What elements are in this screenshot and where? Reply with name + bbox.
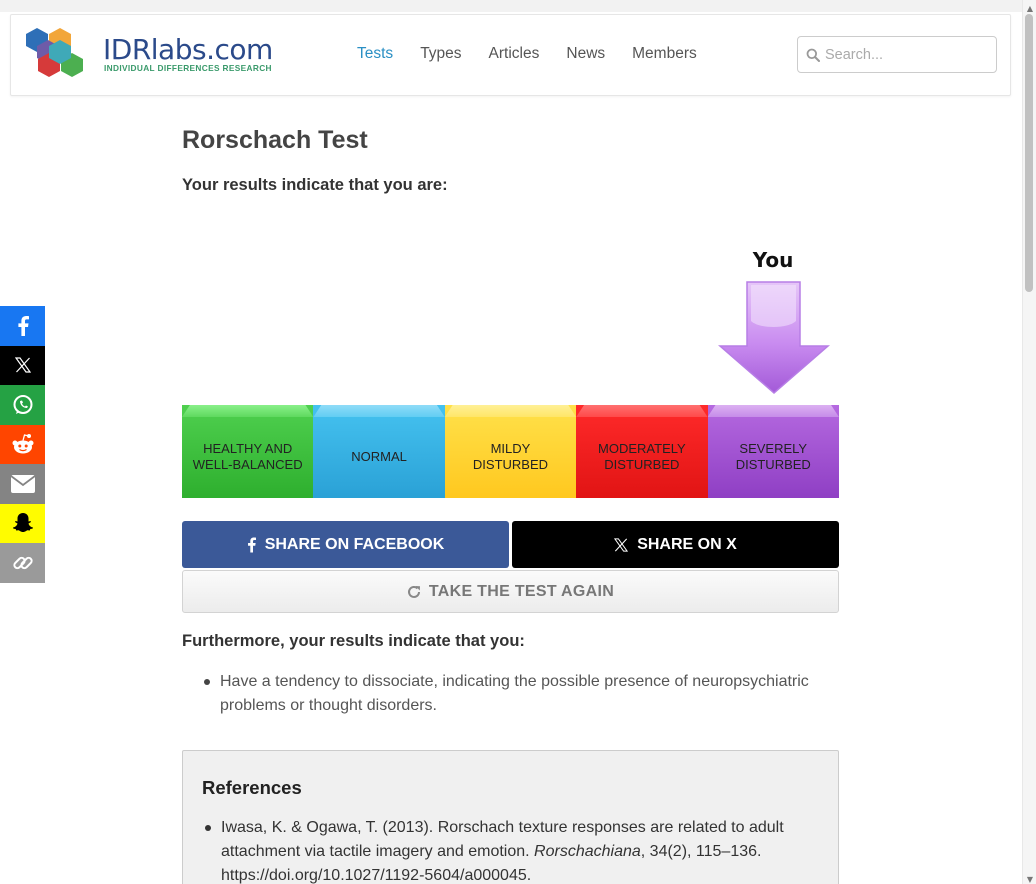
share-x-button[interactable]	[512, 521, 839, 568]
share-x-label: SHARE ON X	[637, 535, 737, 553]
share-facebook-button[interactable]	[182, 521, 509, 568]
scale-moderately-disturbed	[576, 405, 707, 498]
whatsapp-icon	[12, 394, 34, 416]
x-icon	[15, 357, 31, 373]
nav-articles[interactable]: Articles	[488, 45, 540, 62]
nav-types[interactable]: Types	[420, 45, 462, 62]
take-test-again-button[interactable]	[182, 570, 839, 613]
logo-wordmark: IDRlabs.com	[103, 33, 273, 66]
scale-severely-disturbed	[708, 405, 839, 498]
results-intro: Your results indicate that you are:	[182, 176, 448, 194]
site-header	[10, 14, 1011, 96]
search-box	[797, 36, 997, 73]
nav-tests[interactable]: Tests	[357, 45, 394, 62]
search-icon	[806, 48, 820, 62]
scrollbar-thumb[interactable]	[1025, 14, 1033, 292]
result-scale	[182, 248, 839, 498]
refresh-icon	[407, 585, 421, 599]
snapchat-icon	[12, 512, 34, 534]
take-test-again-label: TAKE THE TEST AGAIN	[428, 582, 615, 600]
scale-bars	[182, 405, 839, 498]
references-title: References	[202, 777, 302, 798]
findings-list	[220, 670, 840, 718]
share-facebook-label: SHARE ON FACEBOOK	[264, 535, 445, 553]
vertical-scrollbar[interactable]	[1022, 0, 1036, 884]
email-icon	[11, 475, 35, 493]
rail-email-button[interactable]	[0, 464, 45, 504]
scale-severely-label: SEVERELY DISTURBED	[735, 440, 811, 472]
you-marker-label: You	[752, 248, 794, 272]
scale-mildly-disturbed	[445, 405, 576, 498]
you-arrow-icon	[718, 281, 830, 395]
scale-normal-label: NORMAL	[351, 448, 407, 464]
scale-healthy-label: HEALTHY AND WELL-BALANCED	[192, 440, 303, 472]
rail-facebook-button[interactable]	[0, 306, 45, 346]
nav-members[interactable]: Members	[632, 45, 697, 62]
top-strip	[0, 0, 1022, 12]
scale-moderately-label: MODERATELY DISTURBED	[598, 440, 686, 472]
references-box	[182, 750, 839, 884]
nav-news[interactable]: News	[566, 45, 606, 62]
reddit-icon	[11, 433, 35, 455]
list-item: Have a tendency to dissociate, indicating the possible presence of neuropsychiatric problems or thought disorders.	[220, 670, 840, 718]
rail-snapchat-button[interactable]	[0, 504, 45, 544]
page-title: Rorschach Test	[182, 126, 368, 154]
site-logo[interactable]	[25, 27, 273, 79]
facebook-icon	[247, 537, 256, 553]
link-icon	[12, 552, 34, 574]
scroll-up-arrow-icon[interactable]: ▲	[1026, 4, 1033, 13]
share-buttons	[182, 521, 839, 568]
rail-copy-link-button[interactable]	[0, 543, 45, 583]
share-rail	[0, 306, 45, 583]
x-icon	[614, 538, 628, 552]
scroll-down-arrow-icon[interactable]: ▼	[1026, 875, 1033, 884]
logo-hexagons-icon	[25, 27, 89, 79]
results-content	[182, 126, 839, 195]
scale-normal	[313, 405, 444, 498]
scale-healthy	[182, 405, 313, 498]
main-nav	[357, 45, 724, 63]
reference-item: Iwasa, K. & Ogawa, T. (2013). Rorschach texture responses are related to adult attachment via tactile imagery and emotion. Rorschachiana, 34(2), 115–136. https://doi.org/10.1027/1192-5604/a000045.	[221, 816, 821, 884]
logo-tagline: INDIVIDUAL DIFFERENCES RESEARCH	[104, 63, 272, 73]
rail-whatsapp-button[interactable]	[0, 385, 45, 425]
scale-mildly-label: MILDY DISTURBED	[472, 440, 549, 472]
rail-x-button[interactable]	[0, 346, 45, 386]
search-input[interactable]	[825, 45, 985, 65]
furthermore-heading: Furthermore, your results indicate that you:	[182, 632, 525, 650]
references-list	[221, 816, 821, 884]
rail-reddit-button[interactable]	[0, 425, 45, 465]
facebook-icon	[17, 316, 29, 336]
